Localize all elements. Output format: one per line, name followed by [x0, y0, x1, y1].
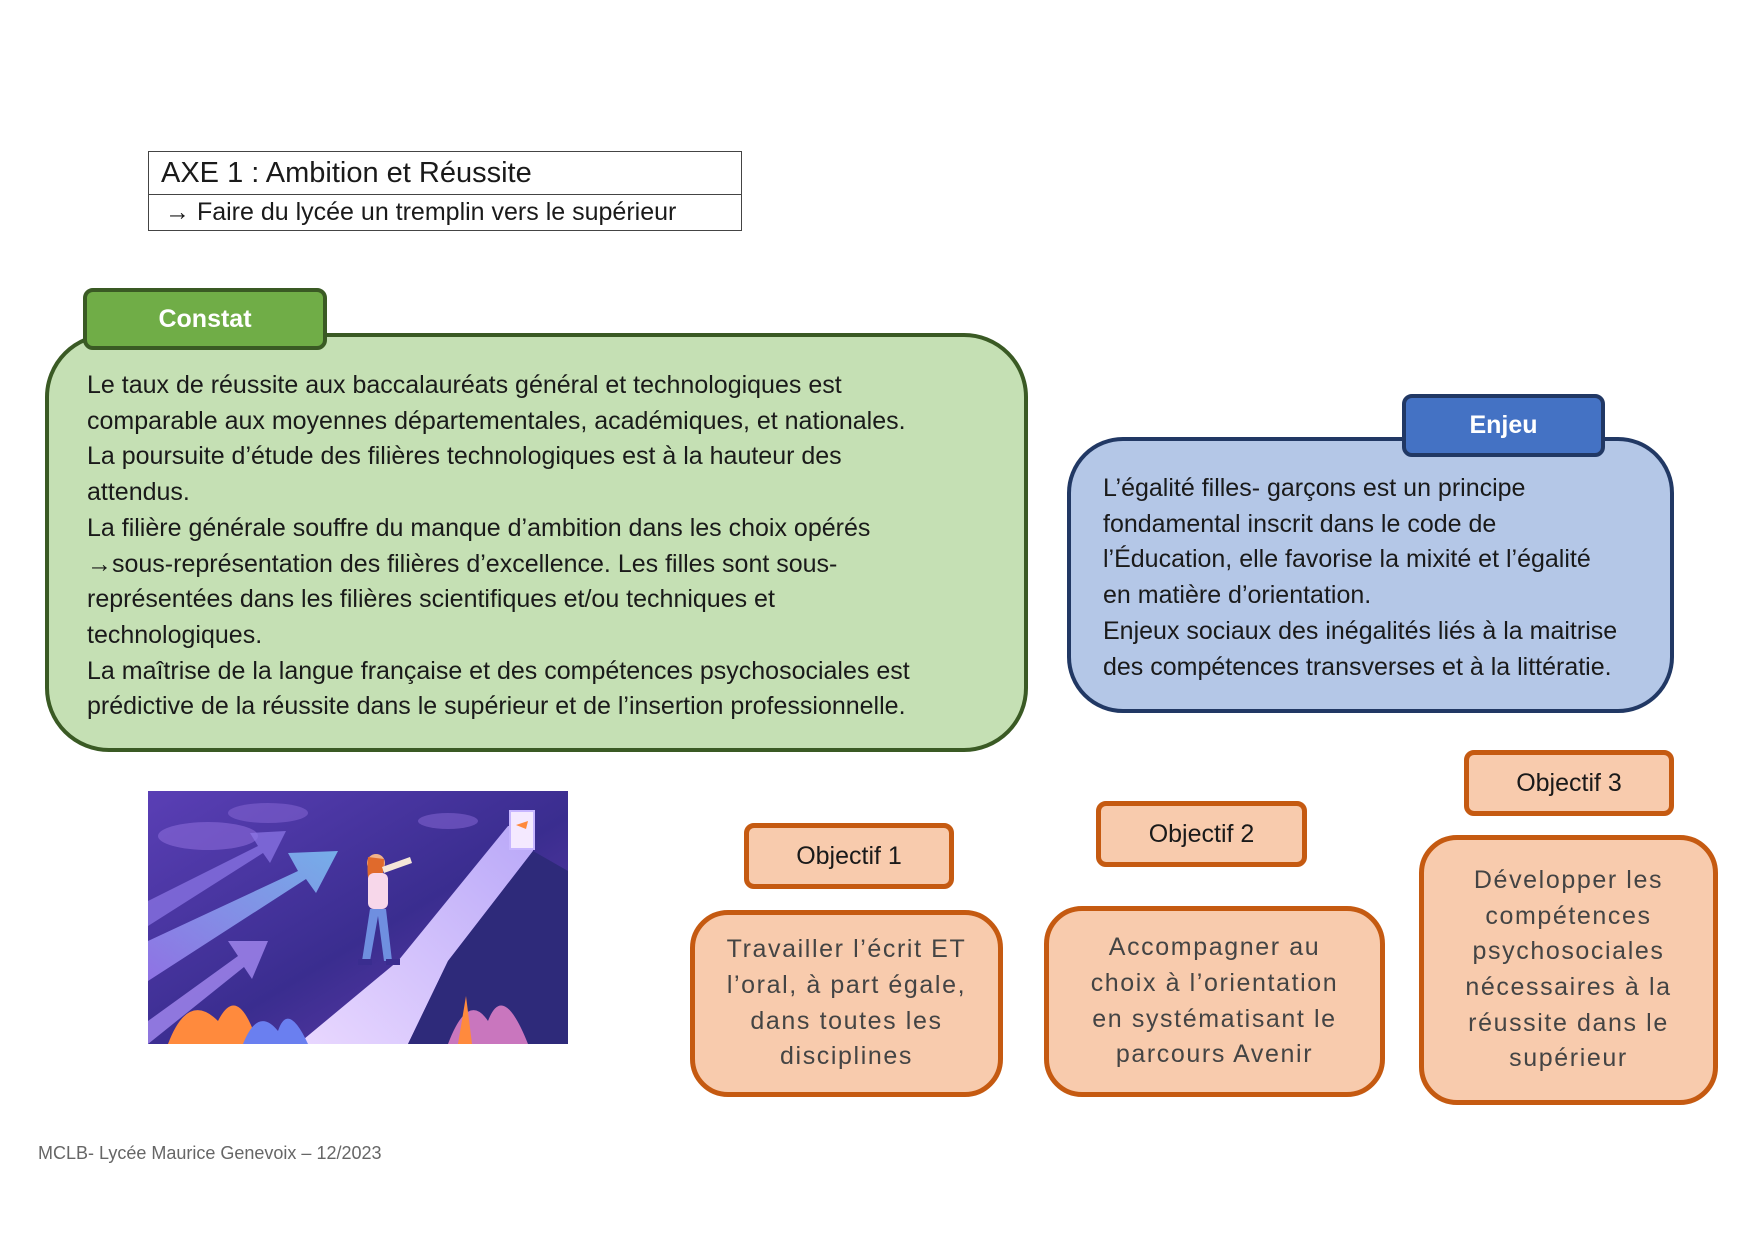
objective-3-label: Objectif 3 [1464, 750, 1674, 816]
constat-label: Constat [83, 288, 327, 350]
objective-line: réussite dans le [1468, 1008, 1669, 1037]
constat-line: La poursuite d’étude des filières technologiques est à la hauteur des [87, 442, 842, 471]
objective-1-label: Objectif 1 [744, 823, 954, 889]
objective-line: Accompagner au [1108, 933, 1321, 962]
enjeu-line: L’égalité filles- garçons est un principe [1103, 474, 1526, 502]
constat-line: La maîtrise de la langue française et des compétences psychosociales est [87, 656, 910, 685]
objective-line: nécessaires à la [1465, 973, 1672, 1001]
constat-line: comparable aux moyennes départementales, académiques, et nationales. [87, 406, 906, 435]
objective-line: compétences [1485, 901, 1652, 930]
objective-line: disciplines [780, 1042, 913, 1071]
constat-line: attendus. [87, 478, 190, 507]
constat-line: prédictive de la réussite dans le supérieur et de l’insertion professionnelle. [87, 692, 906, 721]
objective-3-panel [1419, 835, 1718, 1105]
objective-line: en systématisant le [1092, 1004, 1337, 1033]
objective-1-panel [690, 910, 1003, 1097]
objective-line: Développer les [1473, 865, 1664, 894]
constat-line: Le taux de réussite aux baccalauréats général et technologiques est [87, 371, 842, 399]
page-subtitle: → Faire du lycée un tremplin vers le supérieur [165, 198, 677, 226]
enjeu-line: en matière d’orientation. [1103, 581, 1372, 610]
enjeu-line: Enjeux sociaux des inégalités liés à la maitrise [1103, 616, 1618, 645]
objective-line: dans toutes les [750, 1006, 943, 1035]
footer-text: MCLB- Lycée Maurice Genevoix – 12/2023 [38, 1143, 382, 1163]
illustration-image [148, 791, 568, 1044]
objective-line: parcours Avenir [1115, 1040, 1314, 1069]
constat-line: technologiques. [87, 620, 263, 649]
objective-line: Travailler l’écrit ET [726, 935, 967, 964]
constat-line: représentées dans les filières scientifiques et/ou techniques et [87, 585, 775, 614]
page-title: AXE 1 : Ambition et Réussite [149, 152, 741, 195]
constat-line: La filière générale souffre du manque d’ambition dans les choix opérés [87, 513, 871, 542]
objective-line: psychosociales [1472, 937, 1665, 966]
constat-line: →sous-représentation des filières d’excellence. Les filles sont sous- [87, 549, 838, 578]
objective-line: l’oral, à part égale, [726, 970, 967, 999]
objective-line: supérieur [1509, 1044, 1628, 1073]
enjeu-line: l’Éducation, elle favorise la mixité et l’égalité [1103, 545, 1591, 574]
enjeu-line: des compétences transverses et à la littératie. [1103, 652, 1612, 681]
constat-panel [45, 333, 1028, 752]
title-box [148, 151, 742, 231]
objective-2-label: Objectif 2 [1096, 801, 1307, 867]
enjeu-label: Enjeu [1402, 394, 1605, 457]
objective-2-panel [1044, 906, 1385, 1097]
objective-line: choix à l’orientation [1090, 968, 1339, 997]
enjeu-panel [1067, 437, 1674, 713]
door [510, 811, 534, 849]
enjeu-line: fondamental inscrit dans le code de [1103, 509, 1497, 538]
